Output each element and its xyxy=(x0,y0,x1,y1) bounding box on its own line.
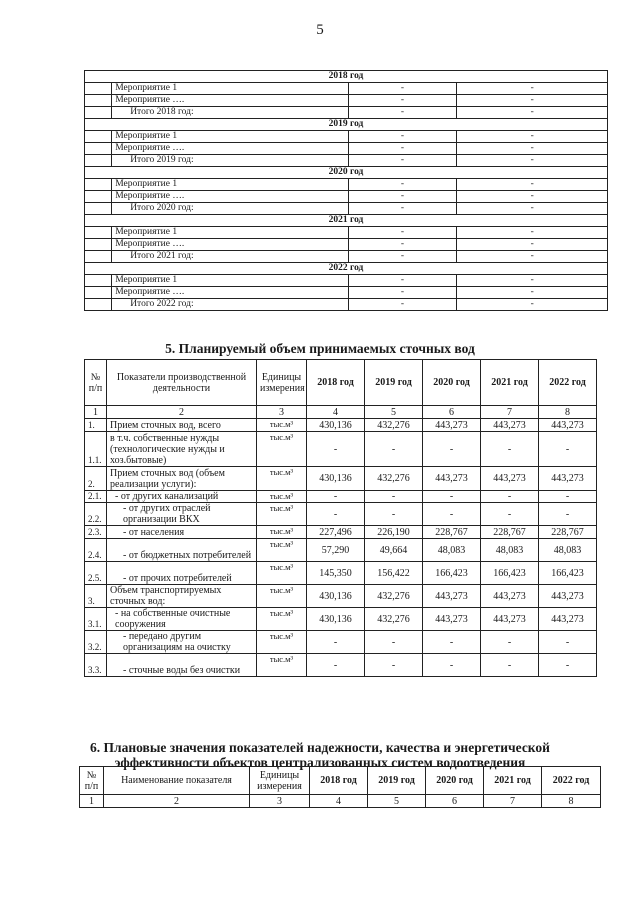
header-indicator: Показатели производственной деятельности xyxy=(107,360,257,406)
unit-cell: тыс.м³ xyxy=(257,539,307,562)
header-2020: 2020 год xyxy=(426,767,484,795)
indicator-name: - от бюджетных потребителей xyxy=(107,539,257,562)
value-cell: 228,767 xyxy=(539,526,597,539)
year-label: 2021 год xyxy=(85,215,608,227)
value-cell: 443,273 xyxy=(539,585,597,608)
year-label: 2020 год xyxy=(85,167,608,179)
event-value: - xyxy=(348,191,457,203)
index-cell: 1 xyxy=(80,795,104,808)
value-cell: 432,276 xyxy=(365,467,423,491)
value-cell: 166,423 xyxy=(539,562,597,585)
event-total-value: - xyxy=(457,107,608,119)
index-cell: 6 xyxy=(423,406,481,419)
indicator-name: - от других канализаций xyxy=(107,491,257,503)
empty-cell xyxy=(85,299,112,311)
table-row xyxy=(85,503,597,526)
indicator-name: - передано другим организациям на очистку xyxy=(107,631,257,654)
year-header-row xyxy=(85,71,608,83)
value-cell: 430,136 xyxy=(307,608,365,631)
header-number: № п/п xyxy=(85,360,107,406)
header-number: № п/п xyxy=(80,767,104,795)
event-value: - xyxy=(348,227,457,239)
table-row xyxy=(85,419,597,432)
header-2019: 2019 год xyxy=(368,767,426,795)
row-number: 1.1. xyxy=(85,432,107,467)
event-row xyxy=(85,179,608,191)
index-cell: 6 xyxy=(426,795,484,808)
row-number: 2.1. xyxy=(85,491,107,503)
value-cell: - xyxy=(481,631,539,654)
event-row xyxy=(85,83,608,95)
value-cell: 430,136 xyxy=(307,467,365,491)
index-cell: 2 xyxy=(107,406,257,419)
event-name: Мероприятие …. xyxy=(112,287,348,299)
unit-cell: тыс.м³ xyxy=(257,432,307,467)
event-total-value: - xyxy=(348,251,457,263)
row-number: 2.2. xyxy=(85,503,107,526)
event-row xyxy=(85,191,608,203)
header-2022: 2022 год xyxy=(539,360,597,406)
value-cell: - xyxy=(307,503,365,526)
indicator-name: Объем транспортируемых сточных вод: xyxy=(107,585,257,608)
event-value: - xyxy=(457,131,608,143)
event-value: - xyxy=(348,83,457,95)
index-cell: 7 xyxy=(481,406,539,419)
row-number: 2.3. xyxy=(85,526,107,539)
event-total-value: - xyxy=(457,251,608,263)
indicator-name: Прием сточных вод (объем реализации услуги): xyxy=(107,467,257,491)
event-row xyxy=(85,143,608,155)
indicator-name: - на собственные очистные сооружения xyxy=(107,608,257,631)
value-cell: 48,083 xyxy=(481,539,539,562)
value-cell: 430,136 xyxy=(307,585,365,608)
value-cell: - xyxy=(423,432,481,467)
event-value: - xyxy=(348,95,457,107)
index-cell: 7 xyxy=(484,795,542,808)
value-cell: - xyxy=(423,491,481,503)
table-row xyxy=(85,654,597,677)
index-cell: 1 xyxy=(85,406,107,419)
unit-cell: тыс.м³ xyxy=(257,419,307,432)
unit-cell: тыс.м³ xyxy=(257,654,307,677)
value-cell: 443,273 xyxy=(481,585,539,608)
indicator-name: в т.ч. собственные нужды (технологические нужды и хоз.бытовые) xyxy=(107,432,257,467)
event-total-row xyxy=(85,155,608,167)
empty-cell xyxy=(85,203,112,215)
row-number: 3. xyxy=(85,585,107,608)
event-value: - xyxy=(348,179,457,191)
section5-title: 5. Планируемый объем принимаемых сточных вод xyxy=(165,341,475,356)
empty-cell xyxy=(85,143,112,155)
value-cell: 166,423 xyxy=(423,562,481,585)
table-row xyxy=(85,562,597,585)
header-units: Единицы измерения xyxy=(250,767,310,795)
event-row xyxy=(85,131,608,143)
table-row xyxy=(85,539,597,562)
value-cell: 443,273 xyxy=(539,419,597,432)
value-cell: 57,290 xyxy=(307,539,365,562)
table-row xyxy=(85,467,597,491)
value-cell: - xyxy=(539,491,597,503)
event-name: Мероприятие 1 xyxy=(112,83,348,95)
event-name: Мероприятие …. xyxy=(112,239,348,251)
value-cell: - xyxy=(307,631,365,654)
value-cell: 145,350 xyxy=(307,562,365,585)
event-value: - xyxy=(457,143,608,155)
value-cell: - xyxy=(365,631,423,654)
value-cell: 443,273 xyxy=(423,608,481,631)
event-name: Мероприятие 1 xyxy=(112,179,348,191)
index-cell: 4 xyxy=(310,795,368,808)
event-row xyxy=(85,287,608,299)
empty-cell xyxy=(85,83,112,95)
row-number: 3.1. xyxy=(85,608,107,631)
event-total-label: Итого 2020 год: xyxy=(112,203,348,215)
year-header-row xyxy=(85,263,608,275)
value-cell: 443,273 xyxy=(423,419,481,432)
index-cell: 5 xyxy=(368,795,426,808)
index-cell: 3 xyxy=(250,795,310,808)
value-cell: - xyxy=(423,631,481,654)
event-value: - xyxy=(348,131,457,143)
event-value: - xyxy=(457,179,608,191)
value-cell: 432,276 xyxy=(365,419,423,432)
empty-cell xyxy=(85,239,112,251)
value-cell: 443,273 xyxy=(481,467,539,491)
index-cell: 3 xyxy=(257,406,307,419)
value-cell: 226,190 xyxy=(365,526,423,539)
table-row xyxy=(85,608,597,631)
row-number: 3.2. xyxy=(85,631,107,654)
value-cell: 48,083 xyxy=(423,539,481,562)
value-cell: 228,767 xyxy=(481,526,539,539)
value-cell: 443,273 xyxy=(481,419,539,432)
indicator-name: Прием сточных вод, всего xyxy=(107,419,257,432)
event-name: Мероприятие …. xyxy=(112,95,348,107)
section6-title-line2: эффективности объектов централизованных систем водоотведения xyxy=(114,755,526,770)
value-cell: - xyxy=(481,503,539,526)
empty-cell xyxy=(85,191,112,203)
event-value: - xyxy=(348,239,457,251)
event-value: - xyxy=(457,239,608,251)
event-value: - xyxy=(348,143,457,155)
event-name: Мероприятие …. xyxy=(112,143,348,155)
header-2020: 2020 год xyxy=(423,360,481,406)
event-value: - xyxy=(457,227,608,239)
value-cell: - xyxy=(307,432,365,467)
index-cell: 8 xyxy=(539,406,597,419)
row-number: 1. xyxy=(85,419,107,432)
value-cell: - xyxy=(539,503,597,526)
value-cell: 227,496 xyxy=(307,526,365,539)
year-label: 2018 год xyxy=(85,71,608,83)
section6-index-row xyxy=(80,795,601,808)
year-header-row xyxy=(85,119,608,131)
event-name: Мероприятие 1 xyxy=(112,227,348,239)
event-total-value: - xyxy=(348,155,457,167)
header-2019: 2019 год xyxy=(365,360,423,406)
event-total-row xyxy=(85,107,608,119)
event-total-value: - xyxy=(457,203,608,215)
index-cell: 2 xyxy=(104,795,250,808)
row-number: 2.4. xyxy=(85,539,107,562)
value-cell: - xyxy=(481,432,539,467)
event-total-value: - xyxy=(457,299,608,311)
event-value: - xyxy=(457,191,608,203)
page-number: 5 xyxy=(316,22,324,38)
header-2018: 2018 год xyxy=(310,767,368,795)
event-total-row xyxy=(85,299,608,311)
value-cell: - xyxy=(365,654,423,677)
event-value: - xyxy=(457,95,608,107)
event-total-row xyxy=(85,251,608,263)
value-cell: 443,273 xyxy=(481,608,539,631)
unit-cell: тыс.м³ xyxy=(257,503,307,526)
value-cell: - xyxy=(423,654,481,677)
header-2021: 2021 год xyxy=(484,767,542,795)
empty-cell xyxy=(85,107,112,119)
reliability-indicators-table xyxy=(79,766,601,808)
event-value: - xyxy=(457,83,608,95)
event-value: - xyxy=(457,287,608,299)
value-cell: - xyxy=(481,491,539,503)
event-total-value: - xyxy=(457,155,608,167)
event-total-label: Итого 2018 год: xyxy=(112,107,348,119)
value-cell: 443,273 xyxy=(539,608,597,631)
value-cell: 166,423 xyxy=(481,562,539,585)
event-total-label: Итого 2019 год: xyxy=(112,155,348,167)
event-total-row xyxy=(85,203,608,215)
value-cell: 432,276 xyxy=(365,608,423,631)
value-cell: 443,273 xyxy=(423,585,481,608)
header-indicator-name: Наименование показателя xyxy=(104,767,250,795)
empty-cell xyxy=(85,287,112,299)
value-cell: 432,276 xyxy=(365,585,423,608)
value-cell: - xyxy=(481,654,539,677)
event-value: - xyxy=(348,287,457,299)
wastewater-volume-table xyxy=(84,359,597,677)
event-name: Мероприятие 1 xyxy=(112,131,348,143)
value-cell: 443,273 xyxy=(539,467,597,491)
section6-title-line1: 6. Плановые значения показателей надежности, качества и энергетической xyxy=(90,740,550,755)
event-total-value: - xyxy=(348,203,457,215)
table-row xyxy=(85,526,597,539)
value-cell: - xyxy=(423,503,481,526)
empty-cell xyxy=(85,251,112,263)
header-2022: 2022 год xyxy=(542,767,601,795)
value-cell: 443,273 xyxy=(423,467,481,491)
value-cell: 156,422 xyxy=(365,562,423,585)
event-total-value: - xyxy=(348,107,457,119)
event-value: - xyxy=(457,275,608,287)
column-index-row xyxy=(85,406,597,419)
index-cell: 5 xyxy=(365,406,423,419)
row-number: 3.3. xyxy=(85,654,107,677)
indicator-name: - от прочих потребителей xyxy=(107,562,257,585)
unit-cell: тыс.м³ xyxy=(257,585,307,608)
event-row xyxy=(85,227,608,239)
empty-cell xyxy=(85,95,112,107)
table-row xyxy=(85,631,597,654)
empty-cell xyxy=(85,155,112,167)
event-row xyxy=(85,275,608,287)
value-cell: 48,083 xyxy=(539,539,597,562)
value-cell: - xyxy=(365,491,423,503)
unit-cell: тыс.м³ xyxy=(257,608,307,631)
year-label: 2022 год xyxy=(85,263,608,275)
value-cell: - xyxy=(365,503,423,526)
value-cell: - xyxy=(539,631,597,654)
year-header-row xyxy=(85,215,608,227)
indicator-name: - от других отраслей организации ВКХ xyxy=(107,503,257,526)
events-table xyxy=(84,70,608,311)
table-row xyxy=(85,432,597,467)
row-number: 2.5. xyxy=(85,562,107,585)
table-row xyxy=(85,585,597,608)
header-units: Единицы измерения xyxy=(257,360,307,406)
indicator-name: - сточные воды без очистки xyxy=(107,654,257,677)
unit-cell: тыс.м³ xyxy=(257,562,307,585)
value-cell: - xyxy=(307,654,365,677)
event-row xyxy=(85,239,608,251)
header-2018: 2018 год xyxy=(307,360,365,406)
year-header-row xyxy=(85,167,608,179)
unit-cell: тыс.м³ xyxy=(257,491,307,503)
table-row xyxy=(85,491,597,503)
value-cell: - xyxy=(307,491,365,503)
row-number: 2. xyxy=(85,467,107,491)
unit-cell: тыс.м³ xyxy=(257,526,307,539)
header-2021: 2021 год xyxy=(481,360,539,406)
value-cell: 49,664 xyxy=(365,539,423,562)
unit-cell: тыс.м³ xyxy=(257,467,307,491)
indicator-name: - от населения xyxy=(107,526,257,539)
empty-cell xyxy=(85,227,112,239)
value-cell: - xyxy=(539,654,597,677)
index-cell: 8 xyxy=(542,795,601,808)
event-total-label: Итого 2022 год: xyxy=(112,299,348,311)
event-total-value: - xyxy=(348,299,457,311)
empty-cell xyxy=(85,179,112,191)
unit-cell: тыс.м³ xyxy=(257,631,307,654)
index-cell: 4 xyxy=(307,406,365,419)
empty-cell xyxy=(85,131,112,143)
value-cell: 228,767 xyxy=(423,526,481,539)
value-cell: - xyxy=(539,432,597,467)
empty-cell xyxy=(85,275,112,287)
event-name: Мероприятие …. xyxy=(112,191,348,203)
event-value: - xyxy=(348,275,457,287)
event-name: Мероприятие 1 xyxy=(112,275,348,287)
event-total-label: Итого 2021 год: xyxy=(112,251,348,263)
value-cell: 430,136 xyxy=(307,419,365,432)
year-label: 2019 год xyxy=(85,119,608,131)
section6-header-row xyxy=(80,767,601,795)
value-cell: - xyxy=(365,432,423,467)
event-row xyxy=(85,95,608,107)
